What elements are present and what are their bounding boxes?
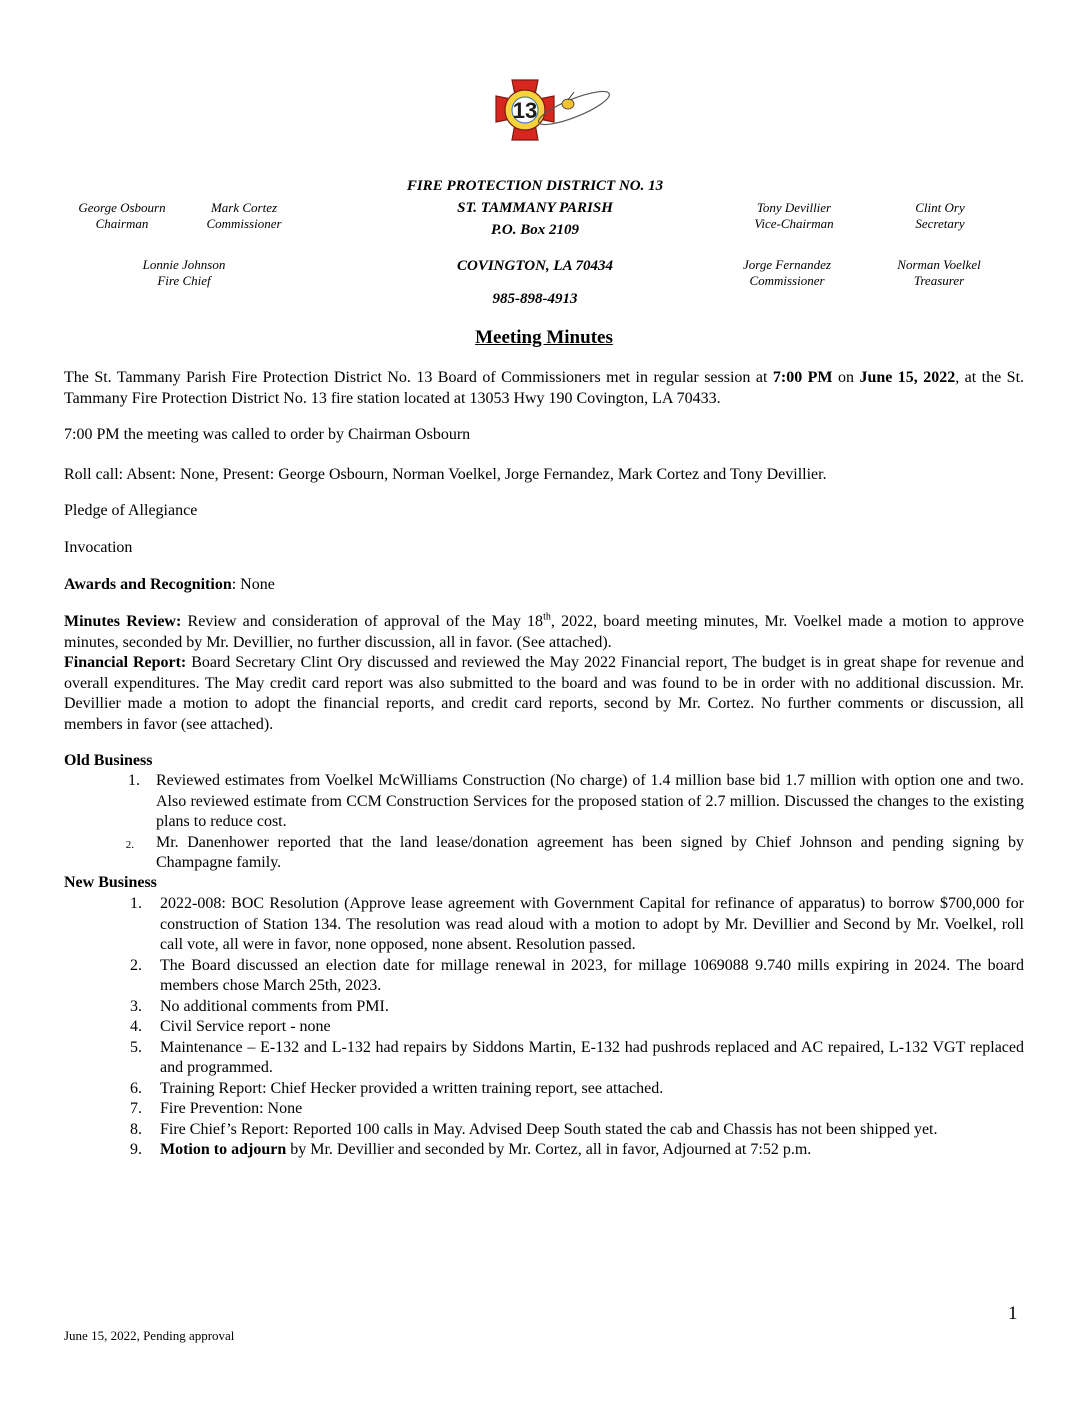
po-box: P.O. Box 2109 xyxy=(490,222,580,238)
official-name: Clint Ory xyxy=(915,200,965,215)
old-business-list xyxy=(64,771,1024,874)
official-treasurer xyxy=(872,257,1006,289)
list-item xyxy=(64,771,1024,833)
list-number: 9. xyxy=(130,1141,142,1158)
list-number: 4. xyxy=(130,1018,142,1035)
old-business-heading: Old Business xyxy=(64,752,153,769)
list-item xyxy=(64,1140,1024,1161)
list-item-text: The Board discussed an election date for millage renewal in 2023, for millage 1069088 9.740 mills expiring in 2024. The board members chose March 25th, 2023. xyxy=(160,956,1024,994)
pledge: Pledge of Allegiance xyxy=(64,502,198,519)
intro-text: on xyxy=(832,369,860,386)
official-title: Treasurer xyxy=(913,273,965,288)
meeting-time: 7:00 PM xyxy=(772,369,833,386)
list-item xyxy=(64,1099,1024,1120)
official-name: Mark Cortez xyxy=(210,200,278,215)
list-item-text: Civil Service report - none xyxy=(160,1018,331,1035)
new-business-list xyxy=(64,894,1024,1161)
official-name: George Osbourn xyxy=(78,200,166,215)
list-item-text: Fire Chief’s Report: Reported 100 calls in May. Advised Deep South stated the cab and Chassis has not been shipped yet. xyxy=(160,1120,938,1138)
awards-recognition xyxy=(64,575,1024,596)
list-number: 2. xyxy=(125,838,134,851)
minutes-review-text: , 2022, board meeting minutes, Mr. Voelkel made a motion to approve minutes, seconded by Mr. Devillier, no further discussion, all in favor. (See attached). xyxy=(64,613,1025,651)
official-title: Commissioner xyxy=(206,216,282,231)
list-item xyxy=(64,1017,1024,1038)
logo-number: 13 xyxy=(512,98,538,123)
financial-report-label: Financial Report: xyxy=(64,654,187,671)
list-number: 6. xyxy=(130,1079,142,1097)
awards-text: : None xyxy=(231,576,275,593)
list-item-text: Maintenance – E-132 and L-132 had repairs by Siddons Martin, E-132 had pushrods replaced and AC repaired, L-132 VGT replaced and programmed. xyxy=(160,1038,1024,1076)
financial-report xyxy=(64,653,1024,735)
list-item-text: by Mr. Devillier and seconded by Mr. Cortez, all in favor, Adjourned at 7:52 p.m. xyxy=(286,1141,812,1158)
official-name: Tony Devillier xyxy=(756,200,832,215)
adjourn-motion: Motion to adjourn xyxy=(160,1141,287,1158)
new-business-heading: New Business xyxy=(64,874,157,891)
official-vice-chairman xyxy=(730,200,858,232)
list-item xyxy=(64,833,1024,874)
list-number: 3. xyxy=(130,997,142,1015)
official-title: Vice-Chairman xyxy=(754,216,834,231)
list-item-text: Training Report: Chief Hecker provided a written training report, see attached. xyxy=(160,1079,664,1097)
official-title: Chairman xyxy=(95,216,149,231)
list-item-text: No additional comments from PMI. xyxy=(160,997,389,1015)
call-to-order: 7:00 PM the meeting was called to order by Chairman Osbourn xyxy=(64,426,471,443)
invocation: Invocation xyxy=(64,539,133,556)
list-number: 1. xyxy=(128,772,140,789)
phone-number: 985-898-4913 xyxy=(492,291,578,307)
intro-text: , at the St. Tammany Fire Protection District No. 13 fire station located at 13053 Hwy 190 Covington, LA 70433. xyxy=(64,369,1025,407)
financial-report-text: Board Secretary Clint Ory discussed and reviewed the May 2022 Financial report, The budget is in great shape for revenue and overall expenditures. The May credit card report was also submitted to the board and was found to be in order with no additional discussion. Mr. Devillier made a motion to adopt the financial reports, and credit card reports, second by Mr. Cortez. No further comments or discussion, all members in favor (see attached). xyxy=(64,654,1025,733)
list-item xyxy=(64,956,1024,997)
list-item xyxy=(64,1038,1024,1079)
official-title: Commissioner xyxy=(749,273,825,288)
official-commissioner-cortez xyxy=(186,200,302,232)
page-title: Meeting Minutes xyxy=(475,327,613,348)
official-title: Secretary xyxy=(915,216,965,231)
official-name: Lonnie Johnson xyxy=(142,257,226,272)
official-secretary xyxy=(880,200,1000,232)
list-item-text: Fire Prevention: None xyxy=(160,1100,303,1117)
district-name: FIRE PROTECTION DISTRICT NO. 13 xyxy=(406,178,664,194)
official-fire-chief xyxy=(122,257,246,289)
official-chairman xyxy=(62,200,182,232)
list-item xyxy=(64,1120,1024,1141)
official-name: Jorge Fernandez xyxy=(743,257,831,272)
roll-call: Roll call: Absent: None, Present: George Osbourn, Norman Voelkel, Jorge Fernandez, Mark Cortez and Tony Devillier. xyxy=(64,466,827,483)
parish-name: ST. TAMMANY PARISH xyxy=(457,200,613,216)
intro-text: The St. Tammany Parish Fire Protection District No. 13 Board of Commissioners met in regular session at xyxy=(64,369,773,386)
list-item-text: Reviewed estimates from Voelkel McWilliams Construction (No charge) of 1.4 million base bid 1.7 million with option one and two. Also reviewed estimate from CCM Construction Services for the proposed station of 2.7 million. Discussed the changes to the existing plans to reduce cost. xyxy=(156,772,1024,830)
list-item xyxy=(64,894,1024,956)
list-number: 5. xyxy=(130,1038,142,1056)
district-logo xyxy=(470,70,618,154)
list-number: 8. xyxy=(130,1120,142,1138)
list-number: 1. xyxy=(130,895,142,912)
official-commissioner-fernandez xyxy=(720,257,854,289)
ordinal-suffix: th xyxy=(543,611,551,623)
minutes-review-label: Minutes Review: xyxy=(64,613,182,630)
city-address: COVINGTON, LA 70434 xyxy=(457,258,613,274)
awards-label: Awards and Recognition xyxy=(64,576,232,593)
list-item-text: 2022-008: BOC Resolution (Approve lease agreement with Government Capital for refinance of apparatus) to borrow $700,000 for construction of Station 134. The resolution was read aloud with a motion to adopt by Mr. Devillier and Second by Mr. Voelkel, roll call vote, all were in favor, none opposed, none absent. Resolution passed. xyxy=(160,895,1024,953)
meeting-date: June 15, 2022 xyxy=(859,369,956,386)
footer-note: June 15, 2022, Pending approval xyxy=(64,1328,235,1343)
official-title: Fire Chief xyxy=(157,273,211,288)
official-name: Norman Voelkel xyxy=(897,257,981,272)
page-number: 1 xyxy=(1008,1303,1018,1324)
list-item xyxy=(64,997,1024,1018)
list-item-text: Mr. Danenhower reported that the land lease/donation agreement has been signed by Chief Johnson and pending signing by Champagne family. xyxy=(156,833,1024,871)
list-number: 7. xyxy=(130,1100,142,1117)
list-item xyxy=(64,1079,1024,1100)
list-number: 2. xyxy=(130,956,142,974)
minutes-review-text: Review and consideration of approval of the May 18 xyxy=(181,613,544,630)
intro-paragraph xyxy=(64,368,1024,409)
minutes-review xyxy=(64,612,1024,653)
